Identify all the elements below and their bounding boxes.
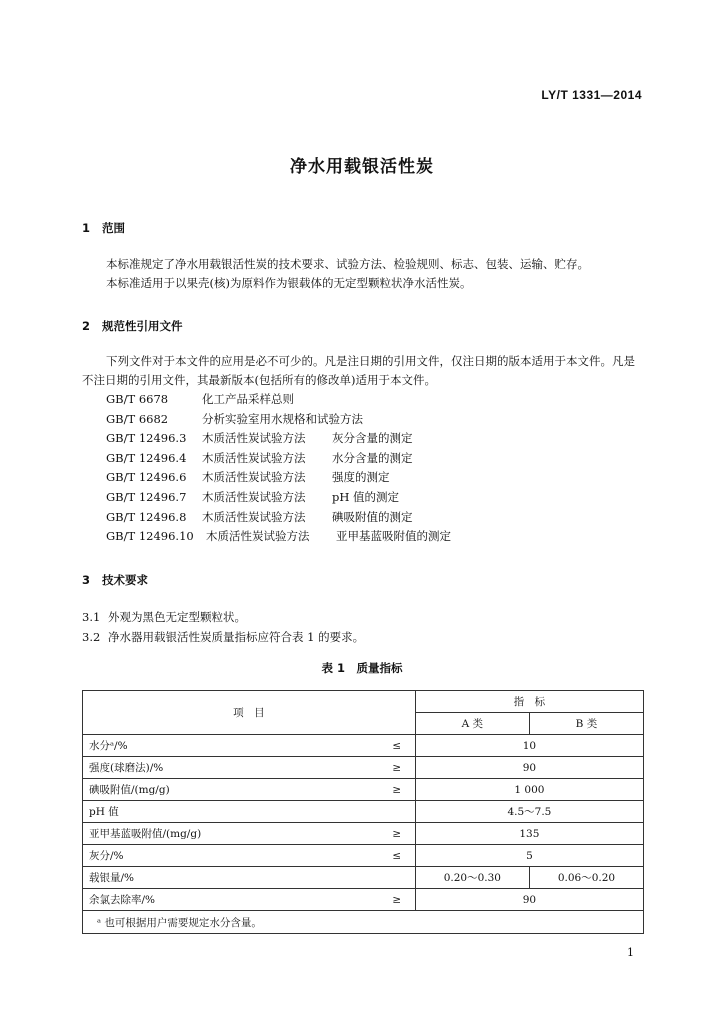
row-operator: ≥ — [379, 823, 416, 845]
reference-item: GB/T 12496.4 木质活性炭试验方法 水分含量的测定 — [106, 450, 413, 465]
table-row — [83, 779, 644, 801]
row-item: pH 值 — [83, 801, 379, 823]
table-caption: 表 1 质量指标 — [321, 661, 403, 675]
reference-item: GB/T 12496.6 木质活性炭试验方法 强度的测定 — [106, 470, 390, 485]
quality-index-table — [82, 690, 644, 934]
table-row — [83, 867, 644, 889]
standard-number: LY/T 1331—2014 — [541, 88, 642, 102]
section-1-paragraph-1: 本标准规定了净水用载银活性炭的技术要求、试验方法、检验规则、标志、包装、运输、贮存。 — [106, 257, 589, 271]
row-operator: ≥ — [379, 757, 416, 779]
section-1-heading: 1 范围 — [82, 221, 125, 235]
row-item: 亚甲基蓝吸附值/(mg/g) — [83, 823, 379, 845]
row-item: 余氯去除率/% — [83, 889, 379, 911]
row-value: 5 — [415, 845, 643, 867]
document-title: 净水用载银活性炭 — [290, 157, 434, 177]
header-class-a: A 类 — [415, 713, 529, 735]
table-footnote: ᵃ 也可根据用户需要规定水分含量。 — [83, 911, 644, 934]
reference-item: GB/T 12496.7 木质活性炭试验方法 pH 值的测定 — [106, 490, 400, 504]
section-2-paragraph: 下列文件对于本文件的应用是必不可少的。凡是注日期的引用文件，仅注日期的版本适用于本文件。凡是不注日期的引用文件，其最新版本(包括所有的修改单)适用于本文件。 — [82, 354, 635, 387]
section-1-paragraph-2: 本标准适用于以果壳(核)为原料作为银载体的无定型颗粒状净水活性炭。 — [106, 276, 472, 290]
row-value: 90 — [415, 757, 643, 779]
clause-3-1: 3.1 外观为黑色无定型颗粒状。 — [82, 610, 246, 624]
row-item: 灰分/% — [83, 845, 379, 867]
reference-item: GB/T 6678 化工产品采样总则 — [106, 392, 294, 406]
table-row — [83, 823, 644, 845]
row-value: 4.5～7.5 — [415, 801, 643, 823]
section-2-heading: 2 规范性引用文件 — [82, 319, 183, 333]
reference-item: GB/T 12496.10 木质活性炭试验方法 亚甲基蓝吸附值的测定 — [106, 529, 451, 544]
table-row — [83, 889, 644, 911]
row-item: 强度(球磨法)/% — [83, 757, 379, 779]
row-value: 10 — [415, 735, 643, 757]
row-operator: ≥ — [379, 889, 416, 911]
row-item: 碘吸附值/(mg/g) — [83, 779, 379, 801]
header-index: 指 标 — [415, 691, 643, 713]
reference-item: GB/T 12496.8 木质活性炭试验方法 碘吸附值的测定 — [106, 509, 413, 524]
row-operator: ≥ — [379, 779, 416, 801]
table-row — [83, 845, 644, 867]
row-value: 90 — [415, 889, 643, 911]
header-item: 项 目 — [83, 691, 416, 735]
page-number: 1 — [627, 946, 634, 959]
row-value: 135 — [415, 823, 643, 845]
row-item: 载银量/% — [83, 867, 379, 889]
reference-item: GB/T 12496.3 木质活性炭试验方法 灰分含量的测定 — [106, 431, 413, 446]
row-value-b: 0.06～0.20 — [529, 867, 643, 889]
row-value-a: 0.20～0.30 — [415, 867, 529, 889]
table-row — [83, 735, 644, 757]
table-row — [83, 757, 644, 779]
header-class-b: B 类 — [529, 713, 643, 735]
row-operator — [379, 801, 416, 823]
row-value: 1 000 — [415, 779, 643, 801]
row-operator: ≤ — [379, 735, 416, 757]
row-operator — [379, 867, 416, 889]
section-3-heading: 3 技术要求 — [82, 573, 148, 587]
row-operator: ≤ — [379, 845, 416, 867]
row-item: 水分ᵃ/% — [83, 735, 379, 757]
reference-item: GB/T 6682 分析实验室用水规格和试验方法 — [106, 411, 363, 426]
table-row — [83, 801, 644, 823]
clause-3-2: 3.2 净水器用载银活性炭质量指标应符合表 1 的要求。 — [82, 630, 365, 644]
